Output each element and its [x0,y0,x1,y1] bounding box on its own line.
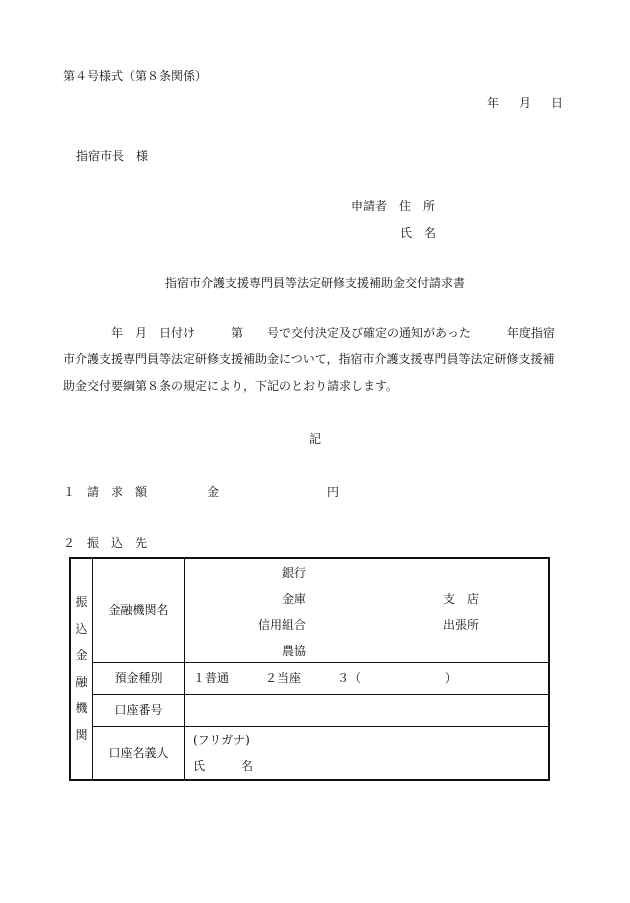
date-month: 月 [519,96,532,110]
ki-heading: 記 [308,432,321,446]
account-holder-label: 口座名義人 [93,726,185,780]
institution-type-shinkin: 金庫 [282,592,307,606]
side-label-char: 融 [75,674,88,689]
side-label-char: 金 [75,648,88,663]
side-label-char: 関 [75,727,88,742]
account-holder-cell [185,726,550,780]
body-text-line-1: 年 月 日付け 第 号で交付決定及び確定の通知があった 年度指宿 [63,326,555,340]
financial-institution-side-label [70,558,93,780]
applicant-address-label: 申請者 住 所 [351,199,436,213]
addressee: 指宿市長 様 [76,149,149,163]
bank-transfer-table [69,557,550,781]
body-text-line-2: 市介護支援専門員等法定研修支援補助金について，指宿市介護支援専門員等法定研修支援補 [63,352,555,366]
body-text-line-3: 助金交付要綱第８条の規定により，下記のとおり請求します。 [63,379,399,393]
document-title: 指宿市介護支援専門員等法定研修支援補助金交付請求書 [164,276,465,290]
institution-type-bank: 銀行 [282,566,307,580]
deposit-type-options: １普通 ２当座 ３（ ） [185,662,550,694]
applicant-name-label: 氏 名 [400,226,437,240]
deposit-type-label: 預金種別 [93,662,185,694]
institution-name-cell [185,558,550,662]
account-number-label: 口座番号 [93,694,185,726]
side-label-char: 振 [75,595,88,610]
institution-name-label: 金融機関名 [93,558,185,662]
institution-type-nokyo: 農協 [282,644,307,658]
side-label-char: 機 [75,701,88,716]
form-number: 第４号様式（第８条関係） [63,69,208,83]
transfer-destination-heading: ２ 振 込 先 [63,536,148,550]
branch-type-branch: 支 店 [443,592,480,606]
furigana-label: (フリガナ) [193,732,250,747]
holder-name-label: 氏 名 [193,758,254,773]
date-day: 日 [551,96,564,110]
institution-type-credit-union: 信用組合 [258,618,307,632]
date-year: 年 [487,96,500,110]
side-label-char: 込 [75,621,88,636]
account-number-cell [185,694,550,726]
date-line [487,97,563,109]
branch-type-sub-office: 出張所 [443,618,480,632]
claim-amount-line: １ 請 求 額 金 円 [63,485,340,499]
